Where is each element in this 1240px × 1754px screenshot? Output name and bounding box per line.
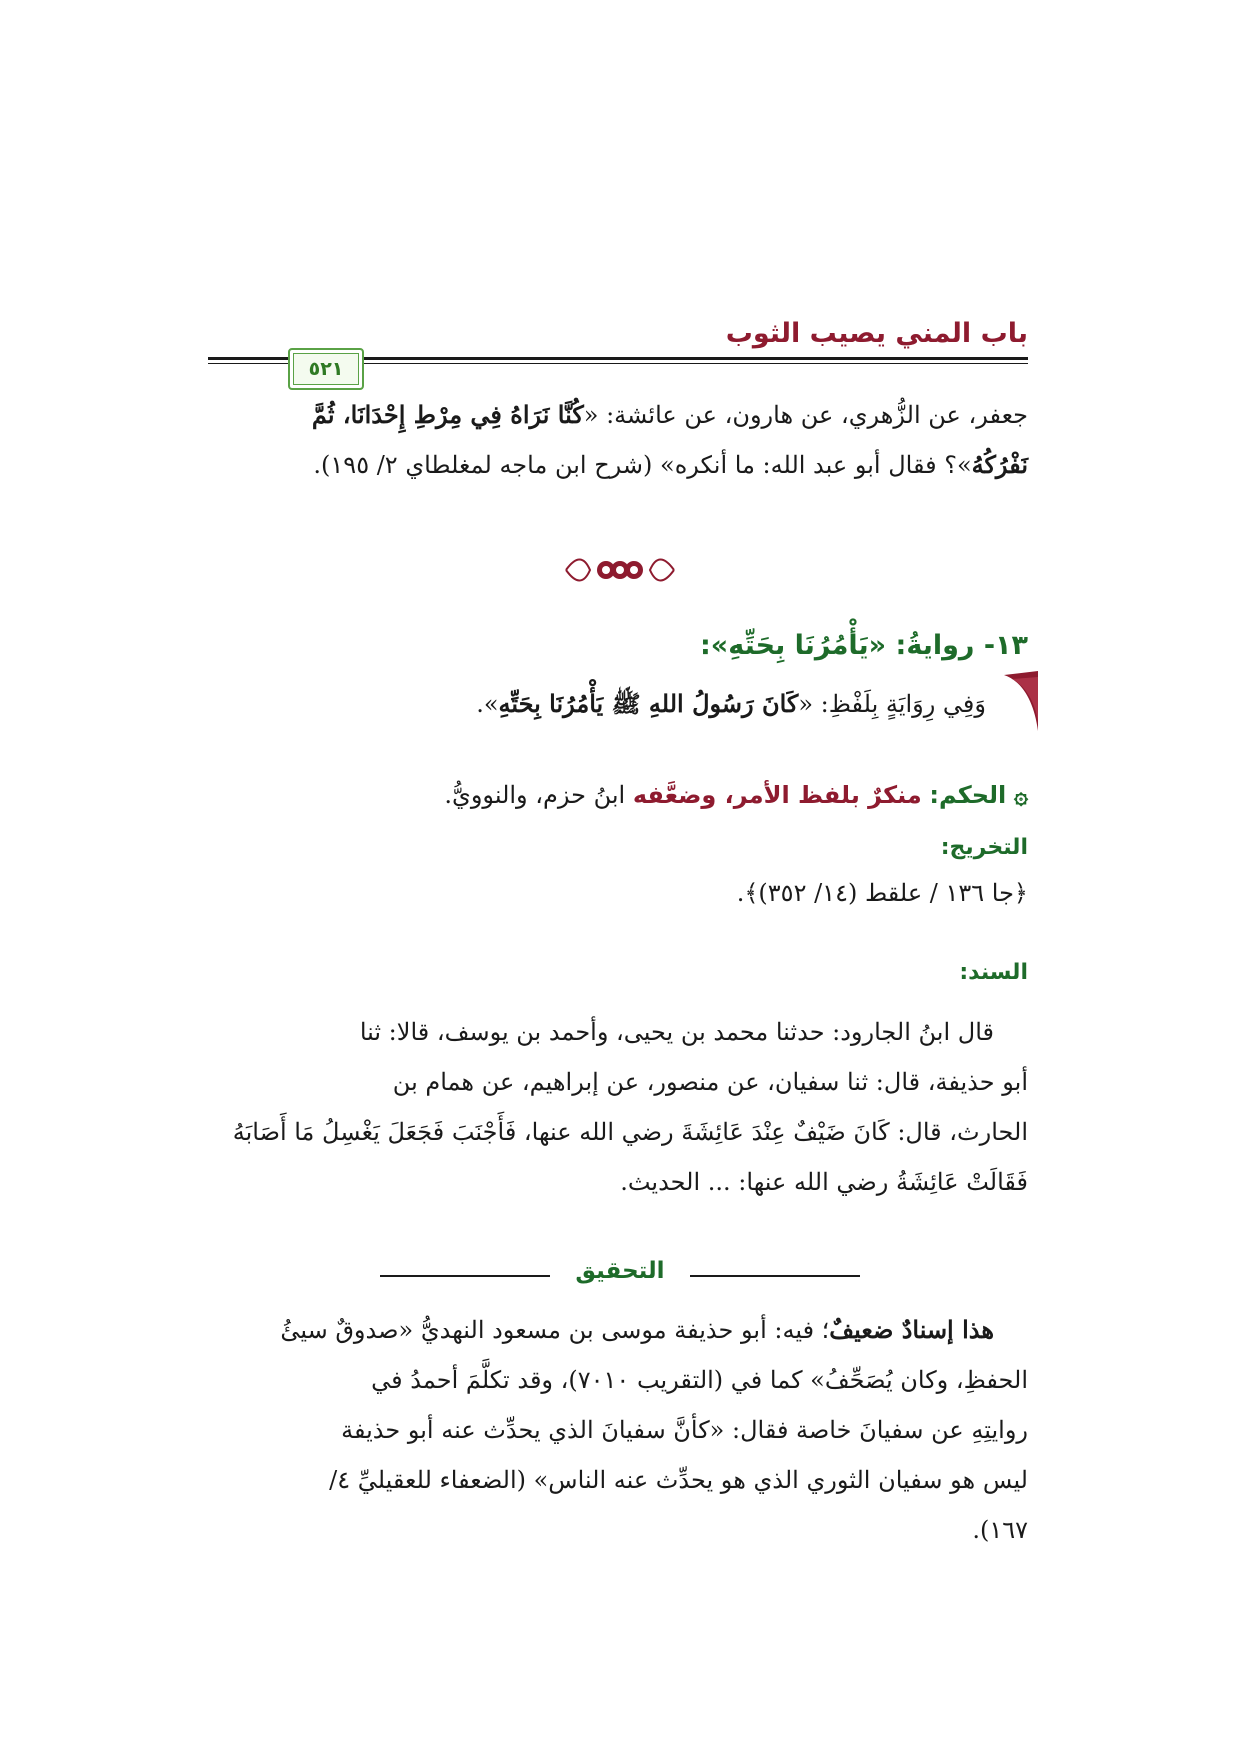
top-line2-bold: نَفْرُكُهُ — [971, 450, 1028, 479]
tahqiq-divider — [380, 1260, 860, 1290]
top-paragraph-line-1 — [208, 390, 1028, 440]
page-number-badge: ٥٢١ — [288, 348, 364, 390]
quote-end: ». — [476, 690, 499, 718]
ruling-block — [208, 770, 1028, 820]
top-line1-plain: جعفر، عن الزُّهري، عن هارون، عن عائشة: « — [583, 401, 1028, 429]
tahqiq-block — [208, 1305, 1028, 1555]
page-header — [208, 318, 1028, 378]
header-rule-left-thick — [208, 357, 288, 360]
header-rule-left — [208, 363, 288, 364]
top-line1-bold: كُنَّا نَرَاهُ فِي مِرْطِ إِحْدَانَا، ثُمَّ — [311, 400, 584, 429]
sanad-block — [208, 960, 1028, 1207]
top-line2-plain: »؟ فقال أبو عبد الله: ما أنكره» (شرح ابن ماجه لمغلطاي ٢/ ١٩٥). — [313, 451, 972, 479]
tahqiq-line: ليس هو سفيان الثوري الذي هو يحدِّث عنه الناس» (الضعفاء للعقيليِّ ٤/ — [329, 1466, 1028, 1494]
section-block — [208, 630, 1028, 729]
header-rule-right — [360, 363, 1028, 364]
tahqiq-line1-rest: ؛ فيه: أبو حذيفة موسى بن مسعود النهديُّ «صدوقٌ سيئُ — [280, 1316, 830, 1344]
ruling-line — [208, 770, 1028, 820]
floral-ornament-icon — [562, 550, 678, 590]
takhrij-block — [208, 835, 1028, 918]
top-paragraph — [208, 390, 1028, 490]
tahqiq-line: روايتِهِ عن سفيانَ خاصة فقال: «كأنَّ سفيانَ الذي يحدِّث عنه أبو حذيفة — [341, 1416, 1028, 1444]
ruling-star-icon: ۞ — [1013, 781, 1028, 809]
tahqiq-line: الحفظِ، وكان يُصَحِّفُ» كما في (التقريب ٧٠١٠)، وقد تكلَّمَ أحمدُ في — [371, 1366, 1028, 1394]
sanad-text — [208, 1007, 1028, 1207]
sanad-line: أبو حذيفة، قال: ثنا سفيان، عن منصور، عن إبراهيم، عن همام بن — [392, 1068, 1028, 1096]
ruling-rest: ابنُ حزم، والنوويُّ. — [444, 781, 626, 809]
ruling-verdict: منكرٌ بلفظ الأمر، وضعَّفه — [632, 781, 922, 809]
tahqiq-line: ١٦٧). — [972, 1516, 1028, 1544]
sanad-line: فَقَالَتْ عَائِشَةُ رضي الله عنها: ... الحديث. — [620, 1168, 1028, 1196]
top-paragraph-line-2 — [208, 440, 1028, 490]
sanad-line: الحارث، قال: كَانَ ضَيْفٌ عِنْدَ عَائِشَةَ رضي الله عنها، فَأَجْنَبَ فَجَعَلَ يَغْسِلُ مَا أَصَابَهُ — [232, 1118, 1028, 1146]
quote-plain: وَفِي رِوَايَةٍ بِلَفْظِ: « — [798, 690, 986, 718]
tahqiq-lead: هذا إسنادٌ ضعيفٌ — [829, 1315, 994, 1344]
sanad-label: السند: — [959, 960, 1028, 985]
tahqiq-title: التحقيق — [575, 1258, 665, 1284]
section-title: ١٣- روايةُ: «يَأْمُرُنَا بِحَتِّهِ»: — [699, 630, 1028, 661]
takhrij-text: ﴿جا ١٣٦ / علقط (١٤/ ٣٥٢)﴾. — [736, 879, 1028, 907]
ruling-label: الحكم: — [929, 781, 1007, 809]
sanad-line: قال ابنُ الجارود: حدثنا محمد بن يحيى، وأحمد بن يوسف، قالا: ثنا — [359, 1018, 994, 1046]
quote-block — [208, 679, 1028, 729]
quote-bold: كَانَ رَسُولُ اللهِ ﷺ يَأْمُرُنَا بِحَتِّهِ — [498, 689, 799, 718]
tahqiq-line — [208, 1305, 1028, 1355]
quote-line — [208, 679, 1022, 729]
takhrij-label: التخريج: — [940, 835, 1028, 860]
corner-ornament-icon — [1004, 671, 1038, 731]
chapter-title: باب المني يصيب الثوب — [725, 318, 1028, 349]
